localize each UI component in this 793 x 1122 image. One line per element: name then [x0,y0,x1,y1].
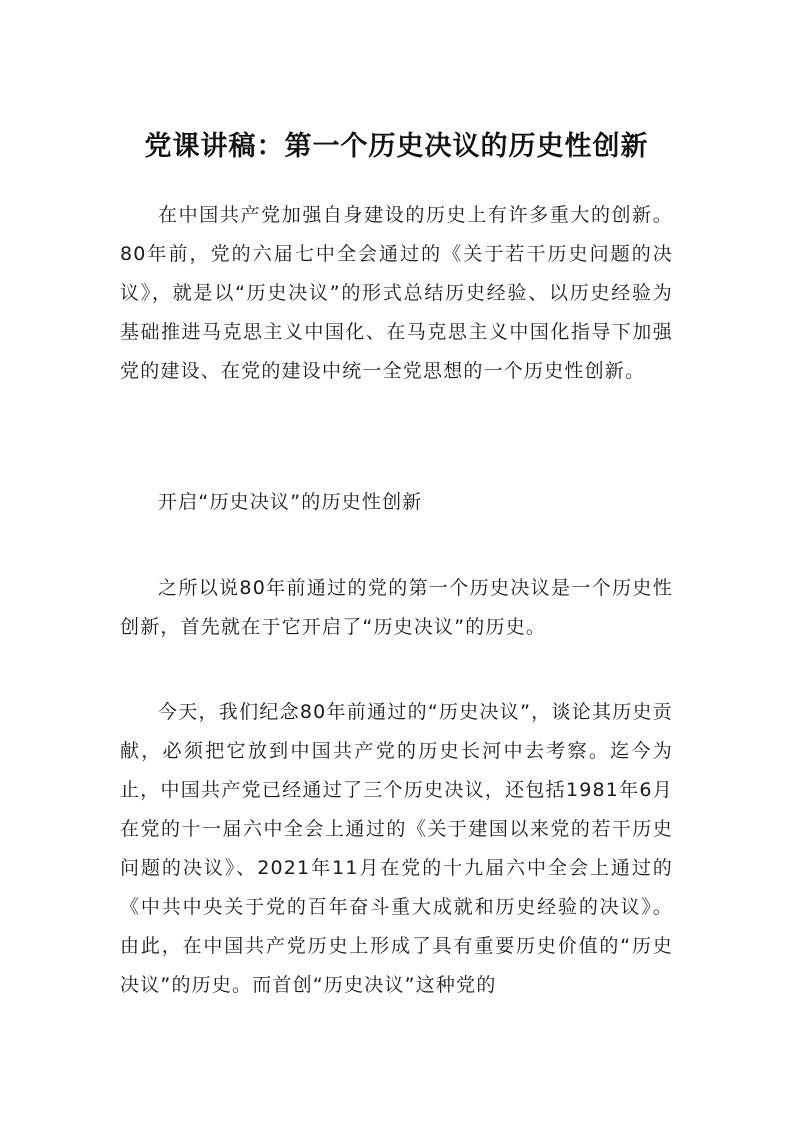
paragraph-history: 今天，我们纪念80年前通过的“历史决议”，谈论其历史贡献，必须把它放到中国共产党的历史长河中去考察。迄今为止，中国共产党已经通过了三个历史决议，还包括1981年6月在党的十一届六中全会上通过的《关于建国以来党的若干历史问题的决议》、2021年11月在党的十九届六中全会上通过的《中共中央关于党的百年奋斗重大成就和历史经验的决议》。由此，在中国共产党历史上形成了具有重要历史价值的“历史决议”的历史。而首创“历史决议”这种党的 [120,701,673,996]
paragraph-first-resolution: 之所以说80年前通过的党的第一个历史决议是一个历史性创新，首先就在于它开启了“历史决议”的历史。 [120,577,673,638]
document-title: 党课讲稿：第一个历史决议的历史性创新 [144,131,649,162]
paragraph-intro: 在中国共产党加强自身建设的历史上有许多重大的创新。80年前，党的六届七中全会通过的《关于若干历史问题的决议》，就是以“历史决议”的形式总结历史经验、以历史经验为基础推进马克思主义中国化、在马克思主义中国化指导下加强党的建设、在党的建设中统一全党思想的一个历史性创新。 [120,204,673,382]
section-heading: 开启“历史决议”的历史性创新 [158,491,423,513]
